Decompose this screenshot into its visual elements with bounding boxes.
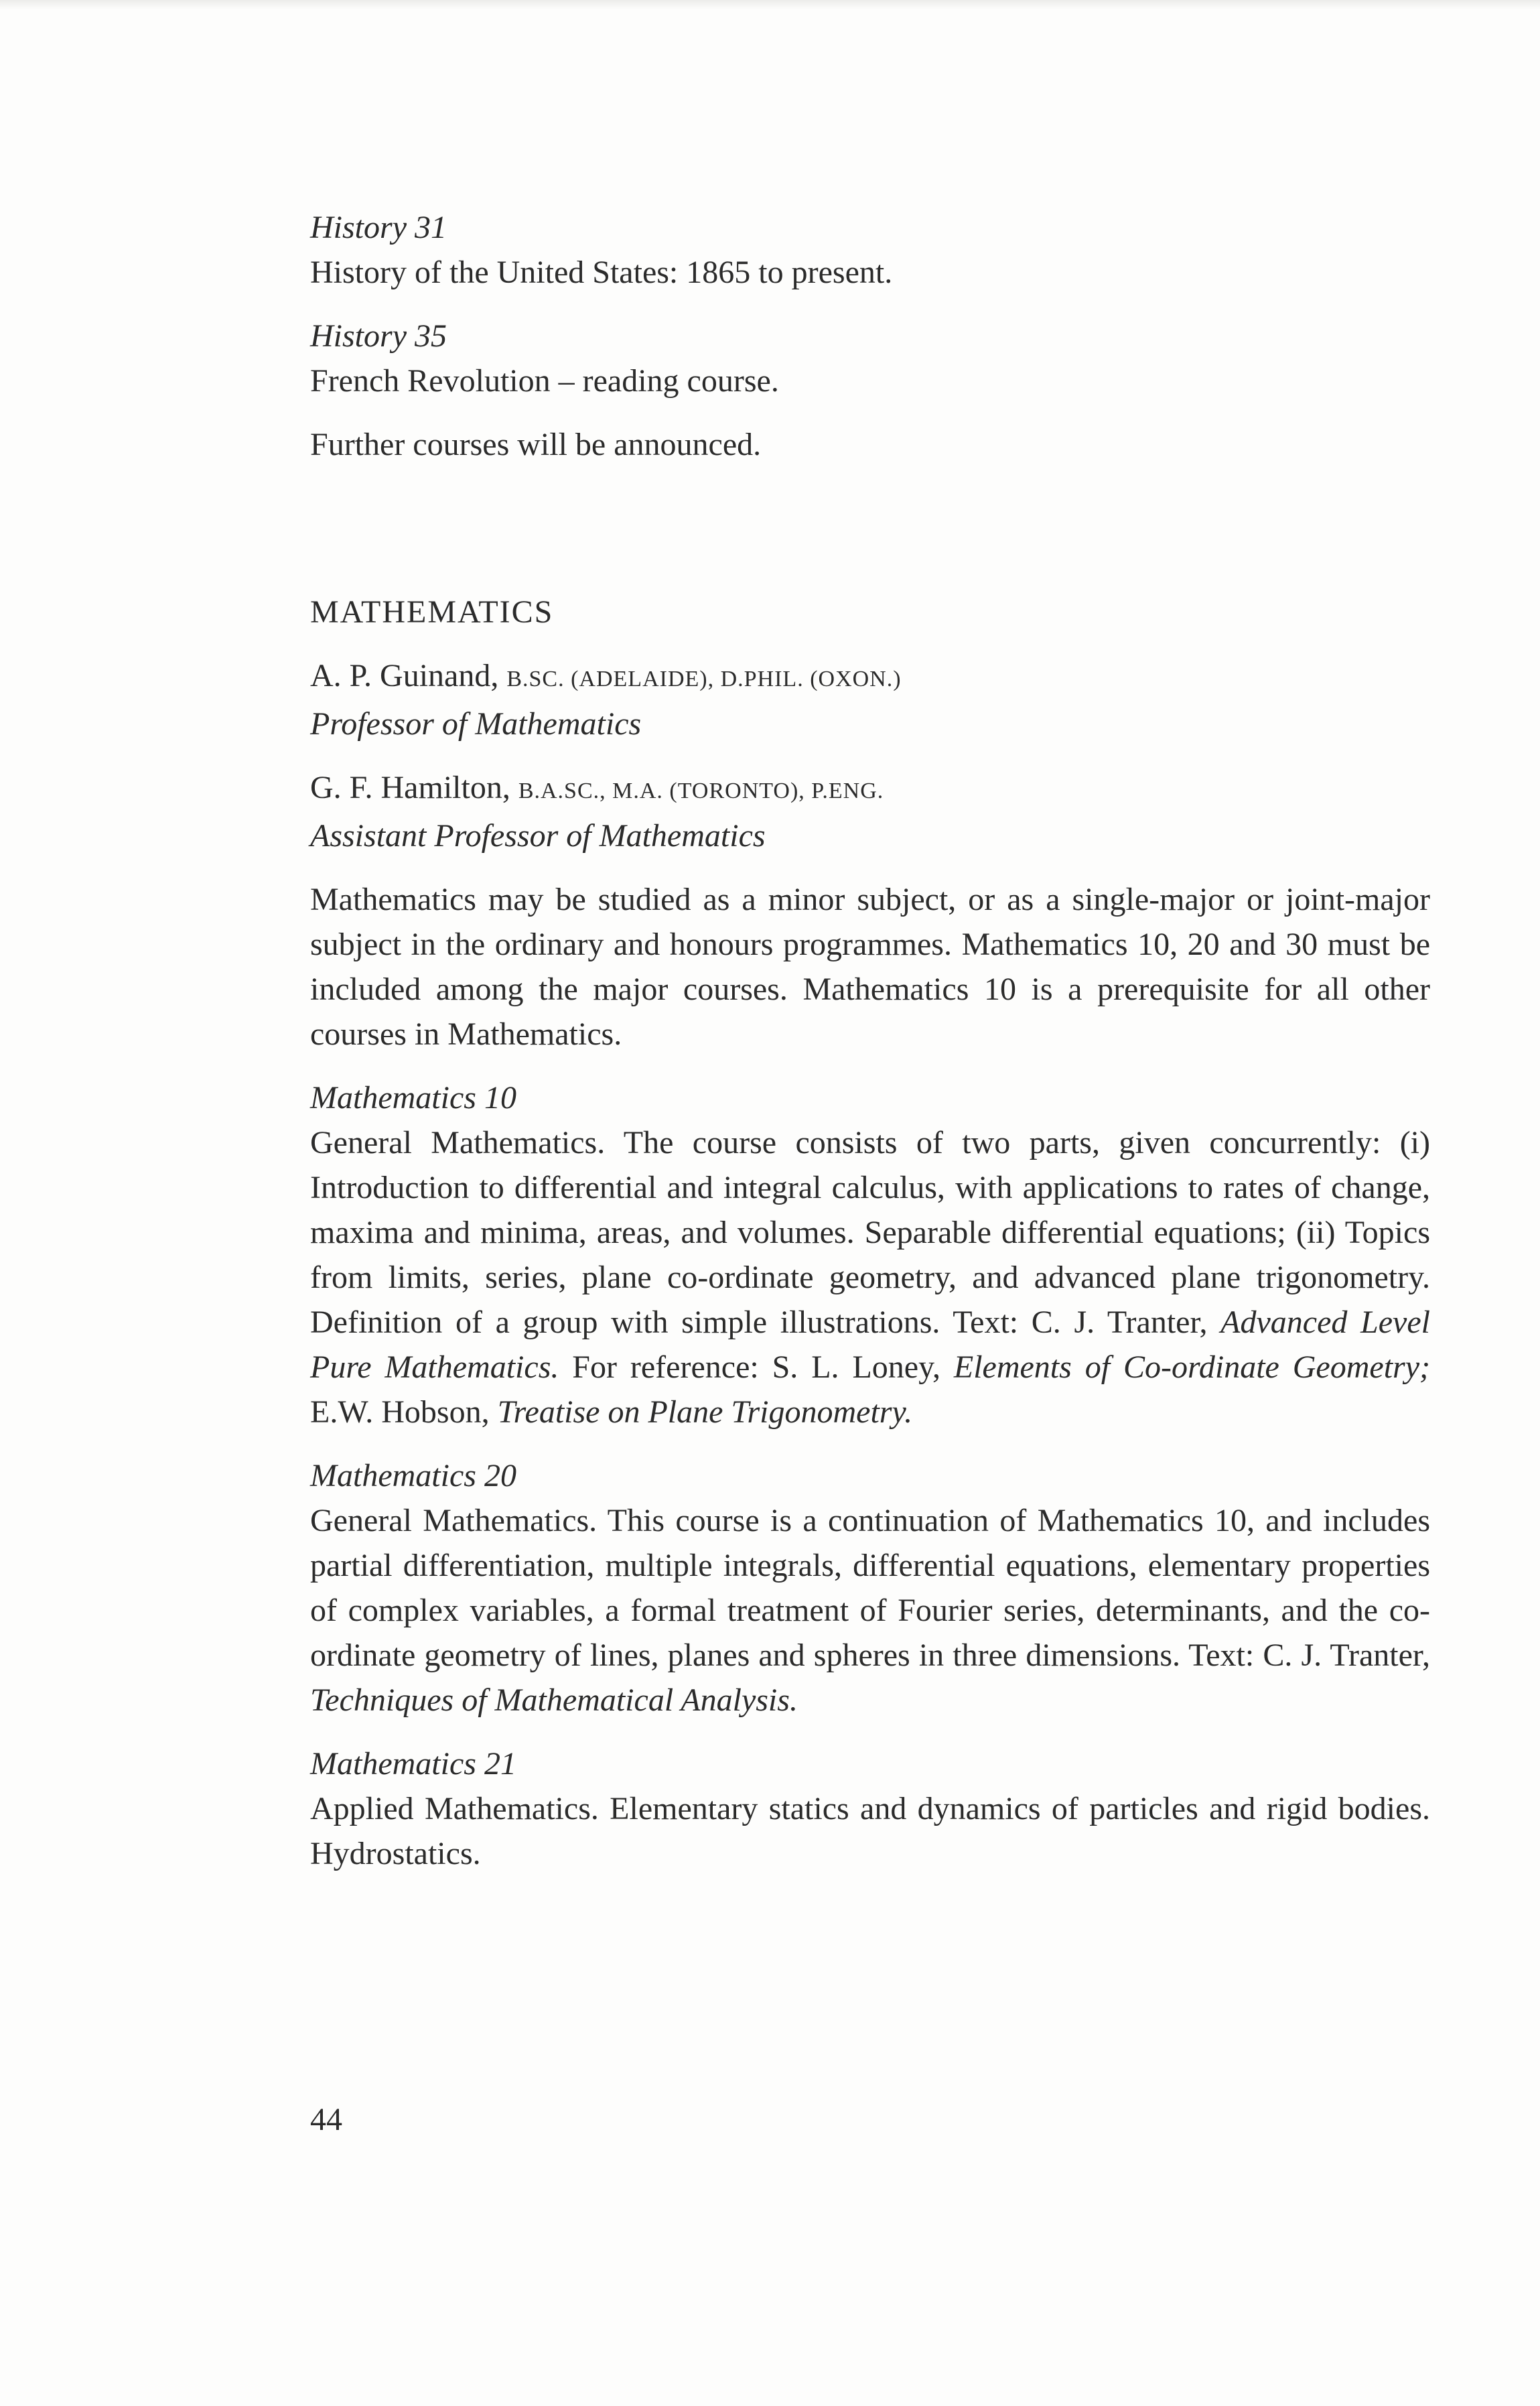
- mathematics-20-title: Mathematics 20: [310, 1458, 516, 1493]
- section-heading: MATHEMATICS: [310, 594, 554, 630]
- history-31-description: History of the United States: 1865 to present.: [310, 255, 893, 290]
- m10-ref-book2: Treatise on Plane Trigonometry.: [497, 1394, 913, 1430]
- m20-text-book: Techniques of Mathematical Analysis.: [310, 1682, 798, 1718]
- mathematics-section: [310, 590, 1430, 1876]
- staff-name: G. F. Hamilton,: [310, 770, 518, 805]
- history-31-title: History 31: [310, 210, 447, 245]
- staff-degrees: B.A.SC., M.A. (TORONTO), P.ENG.: [518, 779, 884, 803]
- mathematics-intro: Mathematics may be studied as a minor subject, or as a single-major or joint-major subject in the ordinary and honours programmes. Mathematics 10, 20 and 30 must be included among the major courses. Mathematics 10 is a prerequisite for all other courses in Mathematics.: [310, 882, 1430, 1052]
- staff-name-line: [310, 653, 1430, 701]
- staff-title: Professor of Mathematics: [310, 706, 642, 742]
- history-35-title: History 35: [310, 318, 447, 354]
- mathematics-10-title: Mathematics 10: [310, 1080, 516, 1116]
- staff-name-line: [310, 765, 1430, 813]
- staff-title: Assistant Professor of Mathematics: [310, 818, 766, 854]
- staff-name: A. P. Guinand,: [310, 658, 507, 693]
- history-section: [310, 205, 1430, 467]
- staff-entry: [310, 653, 1430, 746]
- m20-desc-text: General Mathematics. This course is a continuation of Mathematics 10, and includes partial differentiation, multiple integrals, differential equations, elementary properties of complex variables, a formal treatment of Fourier series, determinants, and the co-ordinate geometry of lines, planes and spheres in three dimensions. Text: C. J. Tranter,: [310, 1503, 1430, 1673]
- history-35-description: French Revolution – reading course.: [310, 363, 779, 399]
- page-number: 44: [310, 2102, 342, 2137]
- m10-ref-book1: Elements of Co-ordinate Geometry;: [953, 1349, 1431, 1385]
- m10-ref-intro: For reference: S. L. Loney,: [559, 1349, 954, 1385]
- further-courses-note: Further courses will be announced.: [310, 427, 762, 462]
- mathematics-21-title: Mathematics 21: [310, 1746, 516, 1782]
- m10-text-book: Advanced Level Pure Mathematics.: [310, 1305, 1430, 1385]
- mathematics-10-description: [310, 1120, 1430, 1434]
- page-top-edge: [0, 0, 1540, 9]
- page-footer: [310, 2097, 1430, 2142]
- mathematics-20-description: [310, 1498, 1430, 1723]
- staff-entry: [310, 765, 1430, 858]
- mathematics-21-description: Applied Mathematics. Elementary statics and dynamics of particles and rigid bodies. Hydrostatics.: [310, 1791, 1430, 1871]
- m10-desc-text: General Mathematics. The course consists of two parts, given concurrently: (i) Introduction to differential and integral calculus, with applications to rates of change, maxima and minima, areas, and volumes. Separable differential equations; (ii) Topics from limits, series, plane co-ordinate geometry, and advanced plane trigonometry. Definition of a group with simple illustrations. Text: C. J. Tranter,: [310, 1125, 1430, 1340]
- m10-ref-mid: E.W. Hobson,: [310, 1394, 498, 1430]
- staff-degrees: B.SC. (ADELAIDE), D.PHIL. (OXON.): [506, 667, 902, 691]
